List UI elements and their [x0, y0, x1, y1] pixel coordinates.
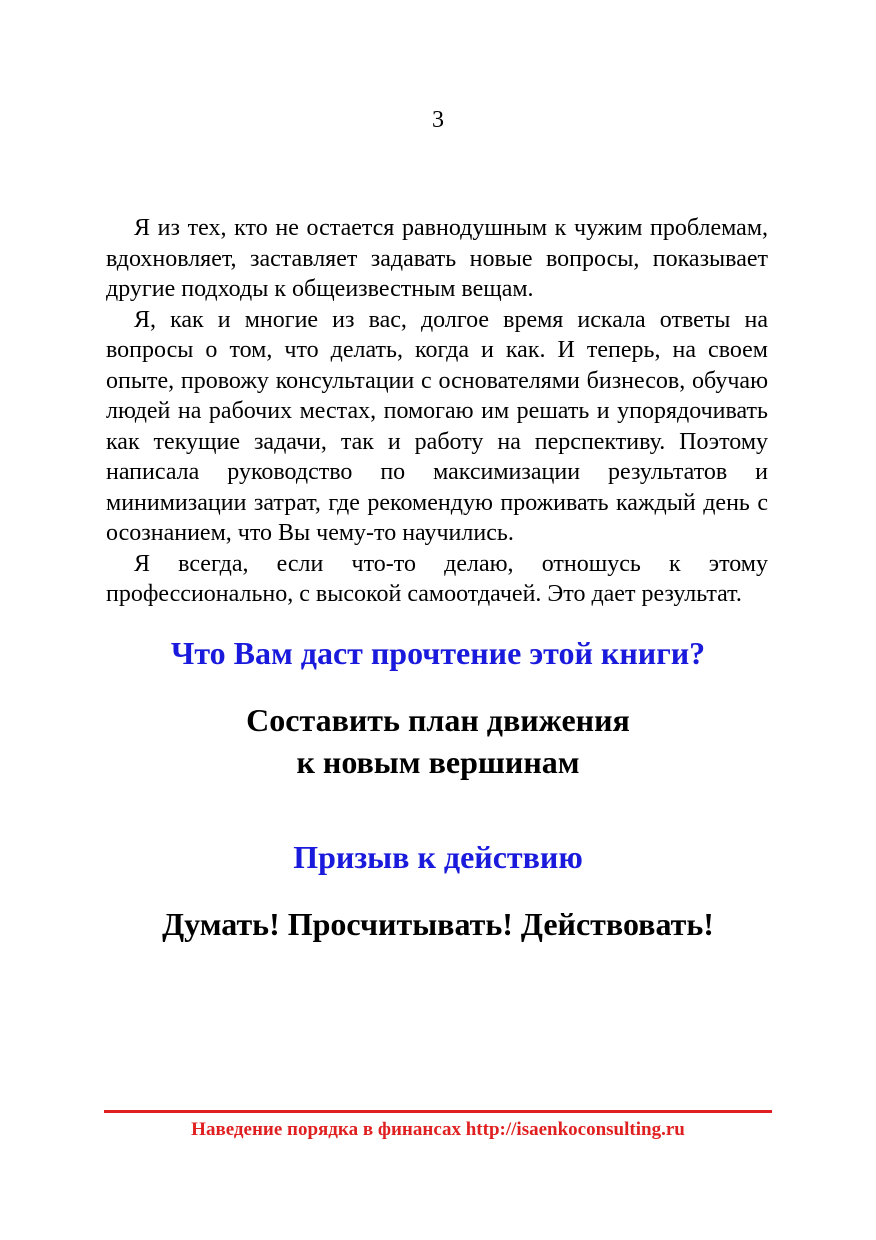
- paragraph-3: Я всегда, если что-то делаю, отношусь к этому профессионально, с высокой самоотдачей. Это дает результат.: [106, 550, 768, 607]
- paragraph-2: Я, как и многие из вас, долгое время искала ответы на вопросы о том, что делать, когда и как. И теперь, на своем опыте, провожу консультации с основателями бизнесов, обучаю людей на рабочих местах, помогаю им решать и упорядочивать как текущие задачи, так и работу на перспективу. Поэтому написала руководство по максимизации результатов и минимизации затрат, где рекомендую проживать каждый день с осознанием, что Вы чему-то научились.: [106, 306, 768, 546]
- footer-text: Наведение порядка в финансах http://isaenkoconsulting.ru: [191, 1119, 685, 1140]
- section-heading-call-to-action: Призыв к действию: [293, 839, 583, 875]
- footer-divider: [104, 1110, 772, 1113]
- book-value-answer-line-1: Составить план движения: [246, 702, 630, 738]
- body-text: [106, 213, 768, 610]
- section-heading-book-value: Что Вам даст прочтение этой книги?: [170, 635, 706, 671]
- page-number: 3: [432, 107, 444, 133]
- call-to-action-text: Думать! Просчитывать! Действовать!: [162, 906, 714, 942]
- book-value-answer: [0, 699, 876, 783]
- paragraph-1: Я из тех, кто не остается равнодушным к чужим проблемам, вдохновляет, заставляет задавать новые вопросы, показывает другие подходы к общеизвестным вещам.: [106, 215, 768, 302]
- book-value-answer-line-2: к новым вершинам: [296, 744, 580, 780]
